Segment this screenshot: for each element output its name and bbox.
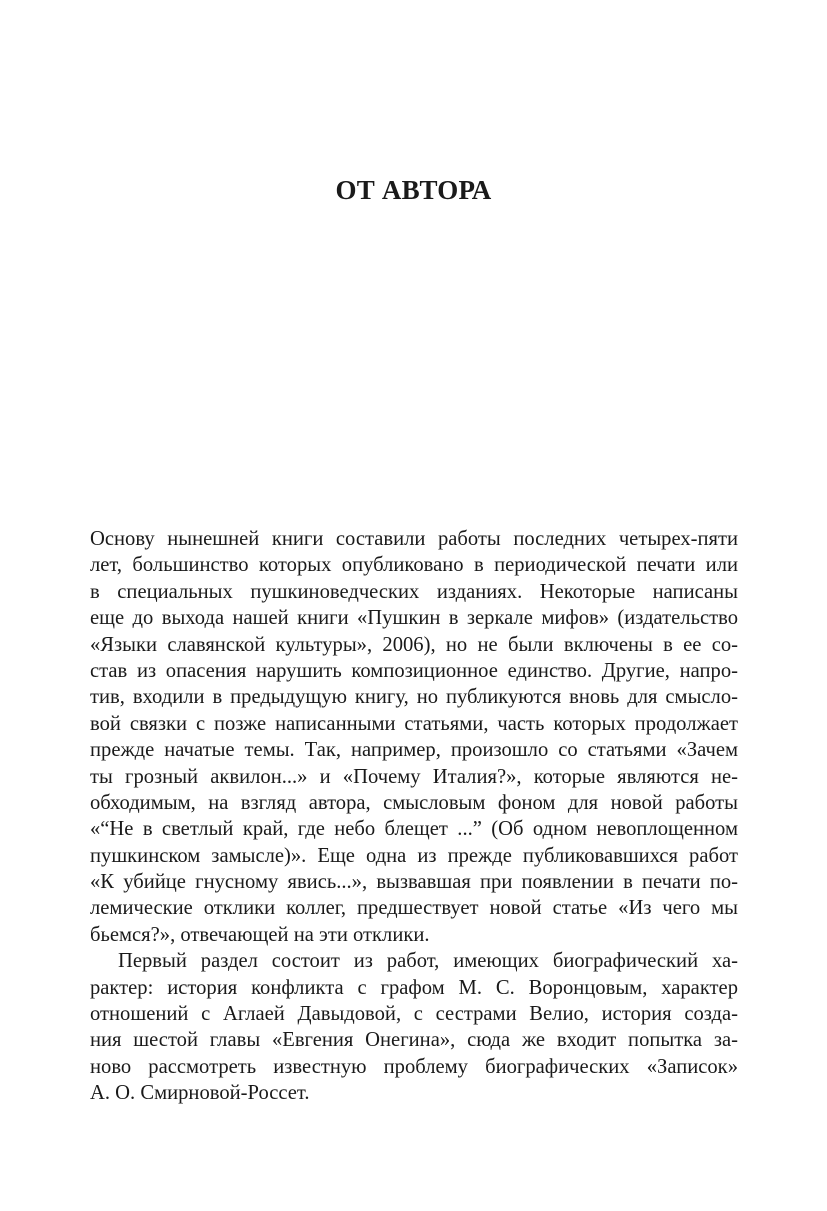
page-title: ОТ АВТОРА — [335, 175, 492, 205]
paragraph-line: «К убийце гнусному явись...», вызвавшая при появлении в печати по- — [90, 871, 738, 894]
paragraph-line: Основу нынешней книги составили работы последних четырех-пяти — [90, 528, 738, 550]
paragraph-line: пушкинском замысле)». Еще одна из прежде публиковавшихся работ — [90, 844, 738, 867]
paragraph-line: «“Не в светлый край, где небо блещет ...” (Об одном невоплощенном — [90, 818, 738, 841]
paragraph-1 — [90, 526, 738, 948]
body-text — [90, 526, 738, 1107]
paragraph-line: ния шестой главы «Евгения Онегина», сюда же входит попытка за- — [90, 1029, 738, 1052]
paragraph-line: рактер: история конфликта с графом М. С. Воронцовым, характер — [90, 976, 738, 999]
paragraph-line: вой связки с позже написанными статьями, часть которых продолжает — [90, 712, 738, 735]
paragraph-line: ты грозный аквилон...» и «Почему Италия?», которые являются не- — [90, 765, 738, 788]
paragraph-line: лемические отклики коллег, предшествует новой статье «Из чего мы — [90, 897, 738, 920]
paragraph-2 — [90, 948, 738, 1106]
paragraph-line: Первый раздел состоит из работ, имеющих биографический ха- — [118, 950, 738, 973]
paragraph-line: отношений с Аглаей Давыдовой, с сестрами Велио, история созда- — [90, 1003, 738, 1026]
paragraph-line: став из опасения нарушить композиционное единство. Другие, напро- — [90, 659, 738, 682]
paragraph-line: прежде начатые темы. Так, например, произошло со статьями «Зачем — [90, 739, 738, 762]
paragraph-line: обходимым, на взгляд автора, смысловым фоном для новой работы — [90, 791, 738, 814]
paragraph-line: тив, входили в предыдущую книгу, но публикуются вновь для смысло- — [90, 686, 738, 709]
paragraph-line: еще до выхода нашей книги «Пушкин в зеркале мифов» (издательство — [90, 607, 738, 630]
paragraph-line: бьемся?», отвечающей на эти отклики. — [90, 923, 430, 946]
paragraph-line: в специальных пушкиноведческих изданиях. Некоторые написаны — [90, 580, 738, 603]
paragraph-line: ново рассмотреть известную проблему биографических «Записок» — [90, 1055, 738, 1078]
paragraph-line: А. О. Смирновой-Россет. — [90, 1082, 310, 1105]
paragraph-line: «Языки славянской культуры», 2006), но не были включены в ее со- — [90, 633, 738, 656]
paragraph-line: лет, большинство которых опубликовано в периодической печати или — [90, 554, 738, 577]
